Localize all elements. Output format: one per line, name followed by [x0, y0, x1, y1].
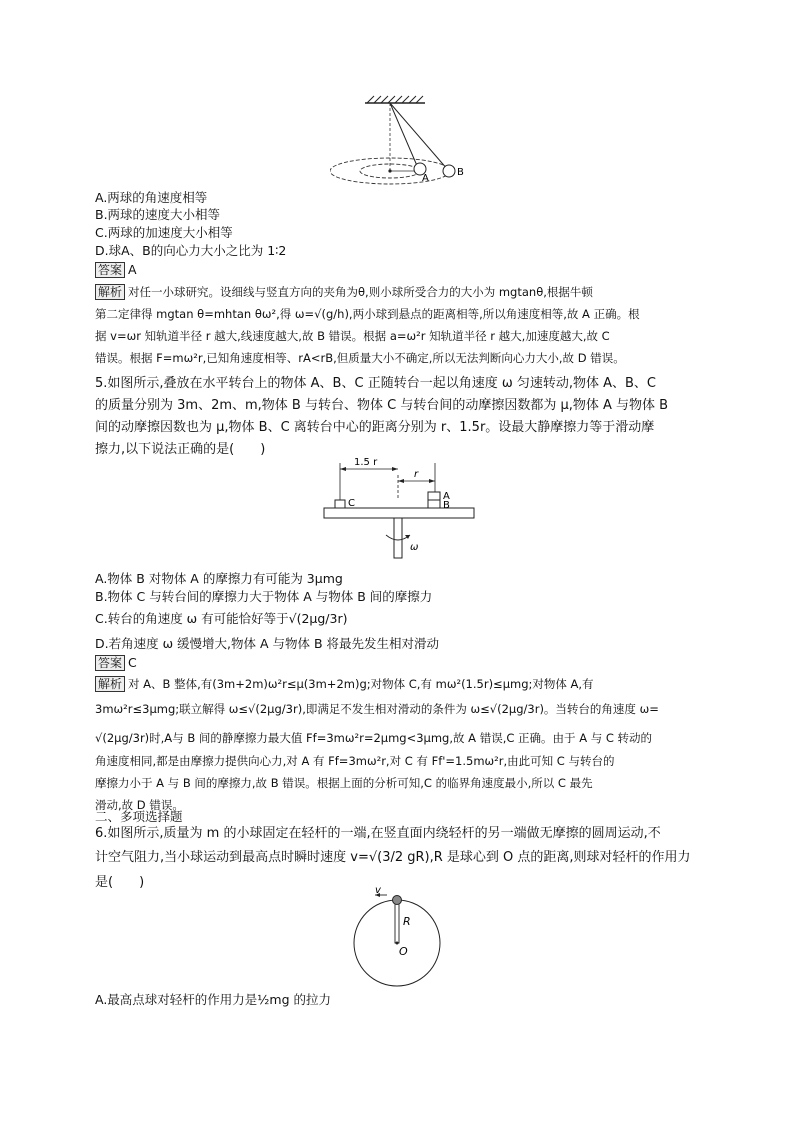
q5-explanation-line-2: 3mω²r≤3μmg;联立解得 ω≤√(2μg/3r),即满足不发生相对滑动的条件为 ω≤√(2μg/3r)。当转台的角速度 ω=	[95, 702, 659, 716]
velocity-label: v	[375, 885, 381, 896]
q4-explanation-line-2: 第二定律得 mgtan θ=mhtan θω²,得 ω=√(g/h),两小球到悬点的距离相等,所以角速度相等,故 A 正确。根	[95, 307, 640, 321]
q5-answer-line	[95, 655, 137, 671]
explanation-tag: 解析	[95, 676, 125, 692]
q4-option-c: C.两球的加速度大小相等	[95, 225, 233, 240]
q5-answer: C	[128, 655, 137, 670]
q5-explanation-line-1	[95, 676, 594, 692]
q4-option-d: D.球A、B的向心力大小之比为 1∶2	[95, 243, 287, 258]
q5-option-b: B.物体 C 与转台间的摩擦力大于物体 A 与物体 B 间的摩擦力	[95, 589, 433, 604]
q5-explanation-line-6: 滑动,故 D 错误。	[95, 798, 184, 812]
q5-stem-line-1: 5.如图所示,叠放在水平转台上的物体 A、B、C 正随转台一起以角速度 ω 匀速转动,物体 A、B、C	[95, 376, 656, 391]
block-a-label: A	[443, 491, 450, 502]
radius-label: R	[403, 915, 411, 928]
q4-option-b: B.两球的速度大小相等	[95, 207, 221, 222]
dim-r: r	[414, 469, 419, 480]
q4-explanation-line-3: 据 v=ωr 知轨道半径 r 越大,线速度越大,故 B 错误。根据 a=ω²r 知轨道半径 r 越大,加速度越大,故 C	[95, 329, 610, 343]
dim-1-5r: 1.5 r	[354, 457, 378, 468]
q5-exp-text-1: 对 A、B 整体,有(3m+2m)ω²r≤μ(3m+2m)g;对物体 C,有 mω²(1.5r)≤μmg;对物体 A,有	[128, 677, 594, 691]
q4-explanation-line-1	[95, 284, 593, 300]
q6-stem-line-1: 6.如图所示,质量为 m 的小球固定在轻杆的一端,在竖直面内绕轻杆的另一端做无摩擦的圆周运动,不	[95, 826, 661, 841]
q5-explanation-line-3: √(2μg/3r)时,A与 B 间的静摩擦力最大值 Ff=3mω²r=2μmg<3μmg,故 A 错误,C 正确。由于 A 与 C 转动的	[95, 731, 653, 745]
q5-stem-line-2: 的质量分别为 3m、2m、m,物体 B 与转台、物体 C 与转台间的动摩擦因数都为 μ,物体 A 与物体 B	[95, 398, 669, 413]
q5-stem-line-3: 间的动摩擦因数也为 μ,物体 B、C 离转台中心的距离分别为 r、1.5r。设最大静摩擦力等于滑动摩	[95, 420, 655, 435]
q4-exp-text-1: 对任一小球研究。设细线与竖直方向的夹角为θ,则小球所受合力的大小为 mgtanθ,根据牛顿	[128, 285, 593, 299]
q5-option-c: C.转台的角速度 ω 有可能恰好等于√(2μg/3r)	[95, 611, 348, 626]
answer-tag: 答案	[95, 655, 125, 671]
omega-label: ω	[410, 542, 419, 553]
conical-pendulum-figure	[330, 95, 480, 190]
q4-answer: A	[128, 262, 137, 277]
block-b-label: B	[443, 500, 450, 511]
vertical-circle-figure	[345, 885, 445, 990]
q6-option-a: A.最高点球对轻杆的作用力是½mg 的拉力	[95, 992, 332, 1007]
turntable-figure	[320, 455, 480, 565]
q6-stem-line-2: 计空气阻力,当小球运动到最高点时瞬时速度 v=√(3/2 gR),R 是球心到 O 点的距离,则球对轻杆的作用力	[95, 850, 691, 865]
q4-answer-line	[95, 262, 137, 278]
explanation-tag: 解析	[95, 284, 125, 300]
q5-option-a: A.物体 B 对物体 A 的摩擦力有可能为 3μmg	[95, 571, 343, 586]
block-c-label: C	[348, 498, 355, 509]
center-o-label: O	[399, 945, 408, 958]
q5-option-d: D.若角速度 ω 缓慢增大,物体 A 与物体 B 将最先发生相对滑动	[95, 636, 440, 651]
q4-explanation-line-4: 错误。根据 F=mω²r,已知角速度相等、rA<rB,但质量大小不确定,所以无法判断向心力大小,故 D 错误。	[95, 351, 625, 365]
q5-stem-line-4: 擦力,以下说法正确的是( )	[95, 442, 266, 457]
q5-explanation-line-5: 摩擦力小于 A 与 B 间的摩擦力,故 B 错误。根据上面的分析可知,C 的临界角速度最小,所以 C 最先	[95, 776, 593, 790]
answer-tag: 答案	[95, 262, 125, 278]
ball-b-label: B	[457, 167, 464, 178]
ball-a-label: A	[422, 173, 429, 184]
q4-option-a: A.两球的角速度相等	[95, 190, 208, 205]
q6-stem-line-3: 是( )	[95, 875, 145, 890]
q5-explanation-line-4: 角速度相同,都是由摩擦力提供向心力,对 A 有 Ff=3mω²r,对 C 有 Ff'=1.5mω²r,由此可知 C 与转台的	[95, 754, 615, 768]
section-heading: 二、多项选择题	[95, 809, 183, 824]
